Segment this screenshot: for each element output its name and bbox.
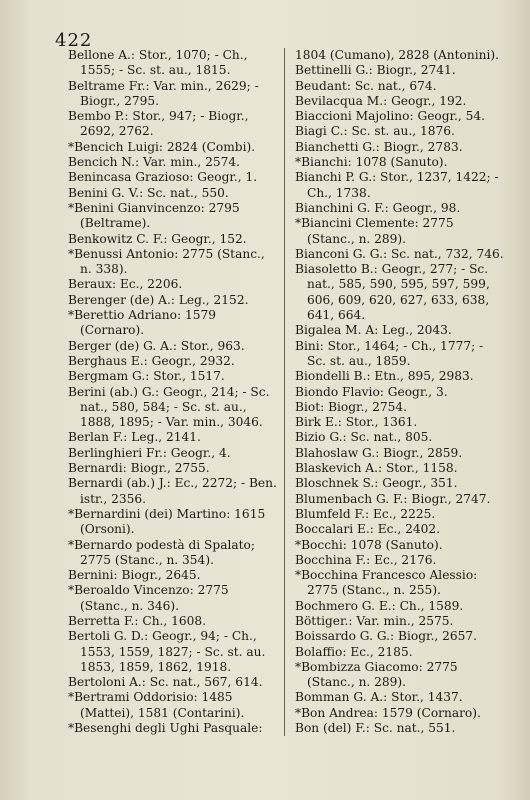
index-entry: Bomman G. A.: Stor., 1437. xyxy=(295,690,463,705)
index-entry: *Benini Gianvincenzo: 2795 (Beltrame). xyxy=(68,200,240,231)
index-entry: Blaskevich A.: Stor., 1158. xyxy=(295,461,458,476)
index-entry: *Bocchi: 1078 (Sanuto). xyxy=(295,537,443,552)
index-entry: *Bernardini (dei) Martino: 1615 (Orsoni). xyxy=(68,506,266,537)
index-entry: *Biancini Clemente: 2775 (Stanc., n. 289). xyxy=(295,216,454,246)
index-entry: *Bianchi: 1078 (Sanuto). xyxy=(295,155,448,170)
left-column xyxy=(68,48,284,736)
index-entry: Berini (ab.) G.: Geogr., 214; - Sc. nat., 580, 584; - Sc. st. au., 1888, 1895; - Var. min., 3046. xyxy=(68,384,270,430)
index-entry: Bernini: Biogr., 2645. xyxy=(68,568,201,583)
index-entry: Bigalea M. A: Leg., 2043. xyxy=(295,323,452,338)
index-entry: Boccalari E.: Ec., 2402. xyxy=(295,522,440,537)
index-entry: Benkowitz C. F.: Geogr., 152. xyxy=(68,231,247,246)
index-entry: Bertoli G. D.: Geogr., 94; - Ch., 1553, 1559, 1827; - Sc. st. au. 1853, 1859, 1862, 1918. xyxy=(68,629,266,674)
index-entry: Bernardi: Biogr., 2755. xyxy=(68,461,210,476)
index-entry: Bianchi P. G.: Stor., 1237, 1422; - Ch., 1738. xyxy=(295,170,499,200)
index-entry: Bianchetti G.: Biogr., 2783. xyxy=(295,139,463,154)
index-columns xyxy=(68,48,520,736)
index-entry: *Besenghi degli Ughi Pasquale: xyxy=(68,721,263,736)
index-entry: *Beroaldo Vincenzo: 2775 (Stanc., n. 346). xyxy=(68,583,229,613)
index-entry: *Benussi Antonio: 2775 (Stanc., n. 338). xyxy=(68,246,265,277)
page-number: 422 xyxy=(55,30,93,51)
index-entry: Bergmam G.: Stor., 1517. xyxy=(68,369,225,384)
index-entry: Berlan F.: Leg., 2141. xyxy=(68,430,201,445)
index-entry: Berghaus E.: Geogr., 2932. xyxy=(68,353,235,368)
index-entry: Bernardi (ab.) J.: Ec., 2272; - Ben. istr., 2356. xyxy=(68,476,277,506)
index-entry: Bianconi G. G.: Sc. nat., 732, 746. xyxy=(295,246,504,261)
index-entry: Bettinelli G.: Biogr., 2741. xyxy=(295,63,456,78)
right-column xyxy=(284,48,505,736)
index-entry: Bencich N.: Var. min., 2574. xyxy=(68,155,241,170)
index-entry: Benini G. V.: Sc. nat., 550. xyxy=(68,185,229,200)
index-entry: Biondo Flavio: Geogr., 3. xyxy=(295,384,448,399)
index-entry: Blahoslaw G.: Biogr., 2859. xyxy=(295,445,463,460)
index-entry: Biondelli B.: Etn., 895, 2983. xyxy=(295,369,474,384)
index-entry: Bolaffio: Ec., 2185. xyxy=(295,644,413,659)
index-entry: Bianchini G. F.: Geogr., 98. xyxy=(295,200,461,215)
index-entry: Bembo P.: Stor., 947; - Biogr., 2692, 2762. xyxy=(68,109,249,139)
index-entry: 1804 (Cumano), 2828 (Antonini). xyxy=(295,48,499,62)
index-entry: Beltrame Fr.: Var. min., 2629; - Biogr., 2795. xyxy=(68,78,259,108)
index-entry: Berenger (de) A.: Leg., 2152. xyxy=(68,292,249,307)
index-entry: Bevilacqua M.: Geogr., 192. xyxy=(295,93,467,108)
index-entry: Berlinghieri Fr.: Geogr., 4. xyxy=(68,445,231,460)
index-entry: Biagi C.: Sc. st. au., 1876. xyxy=(295,124,455,139)
index-entry: Bellone A.: Stor., 1070; - Ch., 1555; - Sc. st. au., 1815. xyxy=(68,48,248,78)
index-entry: Beudant: Sc. nat., 674. xyxy=(295,78,437,93)
index-entry: *Bencich Luigi: 2824 (Combi). xyxy=(68,139,256,154)
index-entry: Boissardo G. G.: Biogr., 2657. xyxy=(295,629,478,644)
index-entry: Blumenbach G. F.: Biogr., 2747. xyxy=(295,491,491,506)
index-entry: Birk E.: Stor., 1361. xyxy=(295,415,418,430)
index-entry: Bizio G.: Sc. nat., 805. xyxy=(295,430,433,445)
index-entry: Bini: Stor., 1464; - Ch., 1777; - Sc. st. au., 1859. xyxy=(295,338,484,368)
index-entry: Biaccioni Majolino: Geogr., 54. xyxy=(295,109,486,124)
index-entry: *Bombizza Giacomo: 2775 (Stanc., n. 289). xyxy=(295,659,458,690)
index-entry: *Berettio Adriano: 1579 (Cornaro). xyxy=(68,308,216,338)
index-entry: Berretta F.: Ch., 1608. xyxy=(68,613,207,628)
index-entry: Bon (del) F.: Sc. nat., 551. xyxy=(295,721,456,736)
index-entry: Bochmero G. E.: Ch., 1589. xyxy=(295,598,464,613)
index-entry: Bocchina F.: Ec., 2176. xyxy=(295,552,437,567)
index-entry: Bertoloni A.: Sc. nat., 567, 614. xyxy=(68,675,263,690)
index-entry: *Bernardo podestà di Spalato; 2775 (Stanc., n. 354). xyxy=(68,537,255,567)
index-entry: Beraux: Ec., 2206. xyxy=(68,277,183,292)
index-entry: *Bertrami Oddorisio: 1485 (Mattei), 1581 (Contarini). xyxy=(68,690,245,720)
index-entry: Böttiger.: Var. min., 2575. xyxy=(295,613,454,628)
index-entry: Biot: Biogr., 2754. xyxy=(295,399,408,414)
index-entry: *Bon Andrea: 1579 (Cornaro). xyxy=(295,705,481,720)
index-entry: Berger (de) G. A.: Stor., 963. xyxy=(68,338,245,353)
index-entry: Blumfeld F.: Ec., 2225. xyxy=(295,506,436,521)
index-entry: Benincasa Grazioso: Geogr., 1. xyxy=(68,170,258,185)
index-entry: Bloschnek S.: Geogr., 351. xyxy=(295,476,458,491)
index-entry: *Bocchina Francesco Alessio: 2775 (Stanc., n. 255). xyxy=(295,568,478,598)
index-entry: Biasoletto B.: Geogr., 277; - Sc. nat., 585, 590, 595, 597, 599, 606, 609, 620, 627, 633, 638, 641, 664. xyxy=(295,262,490,323)
